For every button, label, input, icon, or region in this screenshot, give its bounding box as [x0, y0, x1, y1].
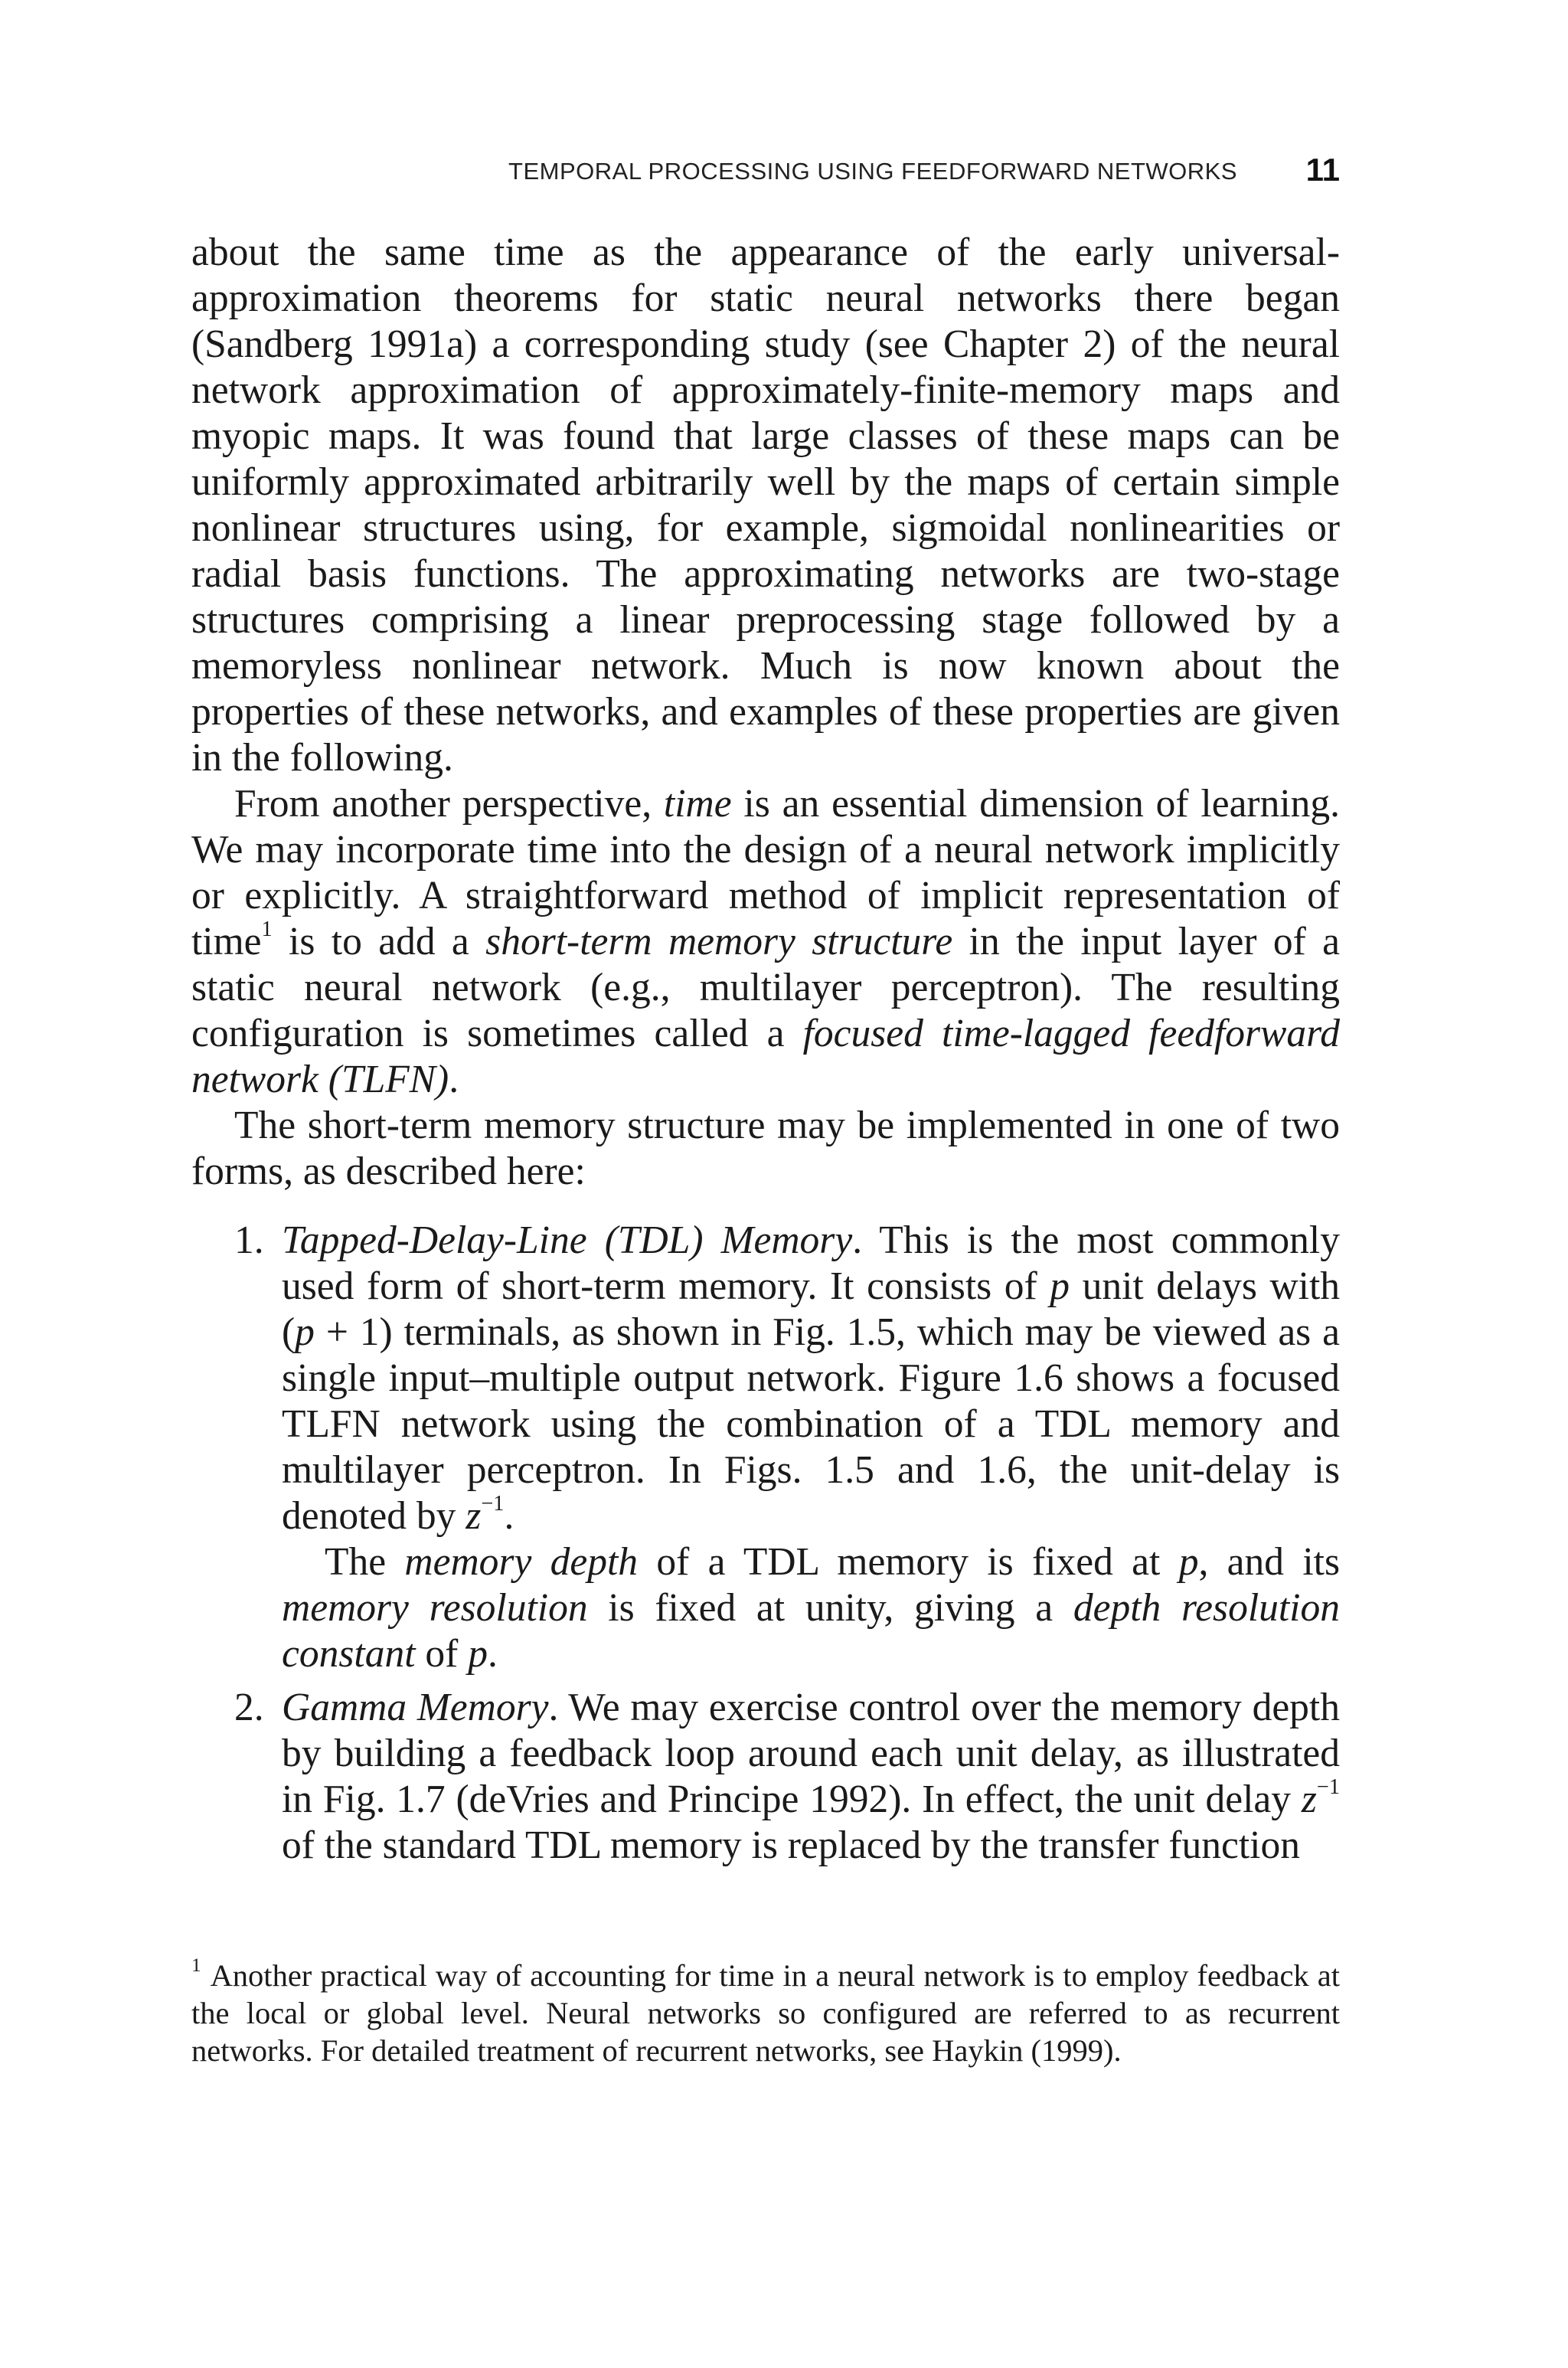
math-var: p — [295, 1310, 315, 1354]
text-run: , and its — [1198, 1540, 1340, 1584]
emphasis-tlfn: focused time-lagged feedforward network (TLFN) — [191, 1012, 1341, 1101]
text-run: . — [449, 1058, 459, 1101]
math-var: z — [1301, 1778, 1317, 1821]
list-item-text — [282, 1218, 1340, 1539]
text-run: of the standard TDL memory is replaced by the transfer function — [282, 1823, 1300, 1867]
paragraph-2 — [191, 781, 1340, 1103]
math-var: p — [1178, 1540, 1199, 1584]
paragraph-3: The short-term memory structure may be implemented in one of two forms, as described here: — [191, 1104, 1340, 1193]
math-var: p — [1050, 1264, 1070, 1308]
item-title: Tapped-Delay-Line (TDL) Memory — [282, 1218, 853, 1262]
footnote — [191, 1957, 1340, 2069]
footnote-reference: 1 — [261, 917, 273, 941]
item-title: Gamma Memory — [282, 1686, 549, 1729]
text-run: is to add a — [272, 920, 486, 963]
footnote-text: Another practical way of accounting for time in a neural network is to employ feedback at the local or global level. Neural networks so configured are referred to as recurrent networks. For detailed treatment of recurrent networks, see Haykin (1999). — [191, 1958, 1340, 2068]
text-run: . We may exercise control over the memory depth by building a feedback loop around each unit delay, as illustrated in Fig. 1.7 (deVries and Principe 1992). In effect, the unit delay — [282, 1686, 1340, 1821]
text-run: . — [487, 1632, 498, 1676]
math-var: p — [468, 1632, 488, 1676]
list-item-text — [282, 1685, 1340, 1869]
running-head — [191, 150, 1340, 196]
emphasis-short-term-memory: short-term memory structure — [485, 920, 953, 963]
text-run: unit delays with ( — [282, 1264, 1341, 1354]
text-run: From another perspective, — [234, 782, 664, 826]
emphasis: memory depth — [404, 1540, 639, 1584]
main-text — [191, 230, 1340, 1869]
footnote-marker: 1 — [191, 1955, 201, 1977]
text-run: + 1) terminals, as shown in Fig. 1.5, which may be viewed as a single input–multiple output network. Figure 1.6 shows a focused TLFN network using the combination of a TDL memory and multilayer perceptron. In Figs. 1.5 and 1.6, the unit-delay is denoted by — [282, 1310, 1340, 1538]
list-number: 2. — [234, 1686, 264, 1729]
running-title: TEMPORAL PROCESSING USING FEEDFORWARD NETWORKS — [508, 158, 1237, 185]
text-run: of — [415, 1632, 469, 1676]
text-run: The — [325, 1540, 405, 1584]
emphasis: memory resolution — [282, 1586, 588, 1630]
memory-forms-list — [191, 1218, 1340, 1869]
superscript: −1 — [481, 1491, 505, 1516]
footnotes — [191, 1957, 1340, 2069]
emphasis: depth resolution constant — [282, 1586, 1340, 1676]
list-item-subparagraph — [282, 1539, 1340, 1677]
text-run: of a TDL memory is fixed at — [638, 1540, 1179, 1584]
emphasis-time: time — [663, 782, 732, 826]
text-run: . This is the most commonly used form of short-term memory. It consists of — [282, 1218, 1340, 1308]
list-item — [191, 1685, 1340, 1869]
page-number: 11 — [1305, 152, 1340, 188]
text-run: in the input layer of a static neural network (e.g., multilayer perceptron). The resulting configuration is sometimes called a — [191, 920, 1340, 1055]
paragraph-1: about the same time as the appearance of the early universal-approximation theorems for static neural networks there began (Sandberg 1991a) a corresponding study (see Chapter 2) of the neural network approximation of approximately-finite-memory maps and myopic maps. It was found that large classes of these maps can be uniformly approximated arbitrarily well by the maps of certain simple nonlinear structures using, for example, sigmoidal nonlinearities or radial basis functions. The approximating networks are two-stage structures comprising a linear preprocessing stage followed by a memoryless nonlinear network. Much is now known about the properties of these networks, and examples of these properties are given in the following. — [191, 231, 1340, 780]
text-run: is fixed at unity, giving a — [587, 1586, 1073, 1630]
superscript: −1 — [1316, 1774, 1340, 1799]
list-number: 1. — [234, 1218, 264, 1262]
text-run: . — [504, 1494, 514, 1538]
math-var: z — [466, 1494, 482, 1538]
list-item — [191, 1218, 1340, 1677]
text-run: is an essential dimension of learning. We may incorporate time into the design of a neural network implicitly or explicitly. A straightforward method of implicit representation of time — [191, 782, 1341, 963]
